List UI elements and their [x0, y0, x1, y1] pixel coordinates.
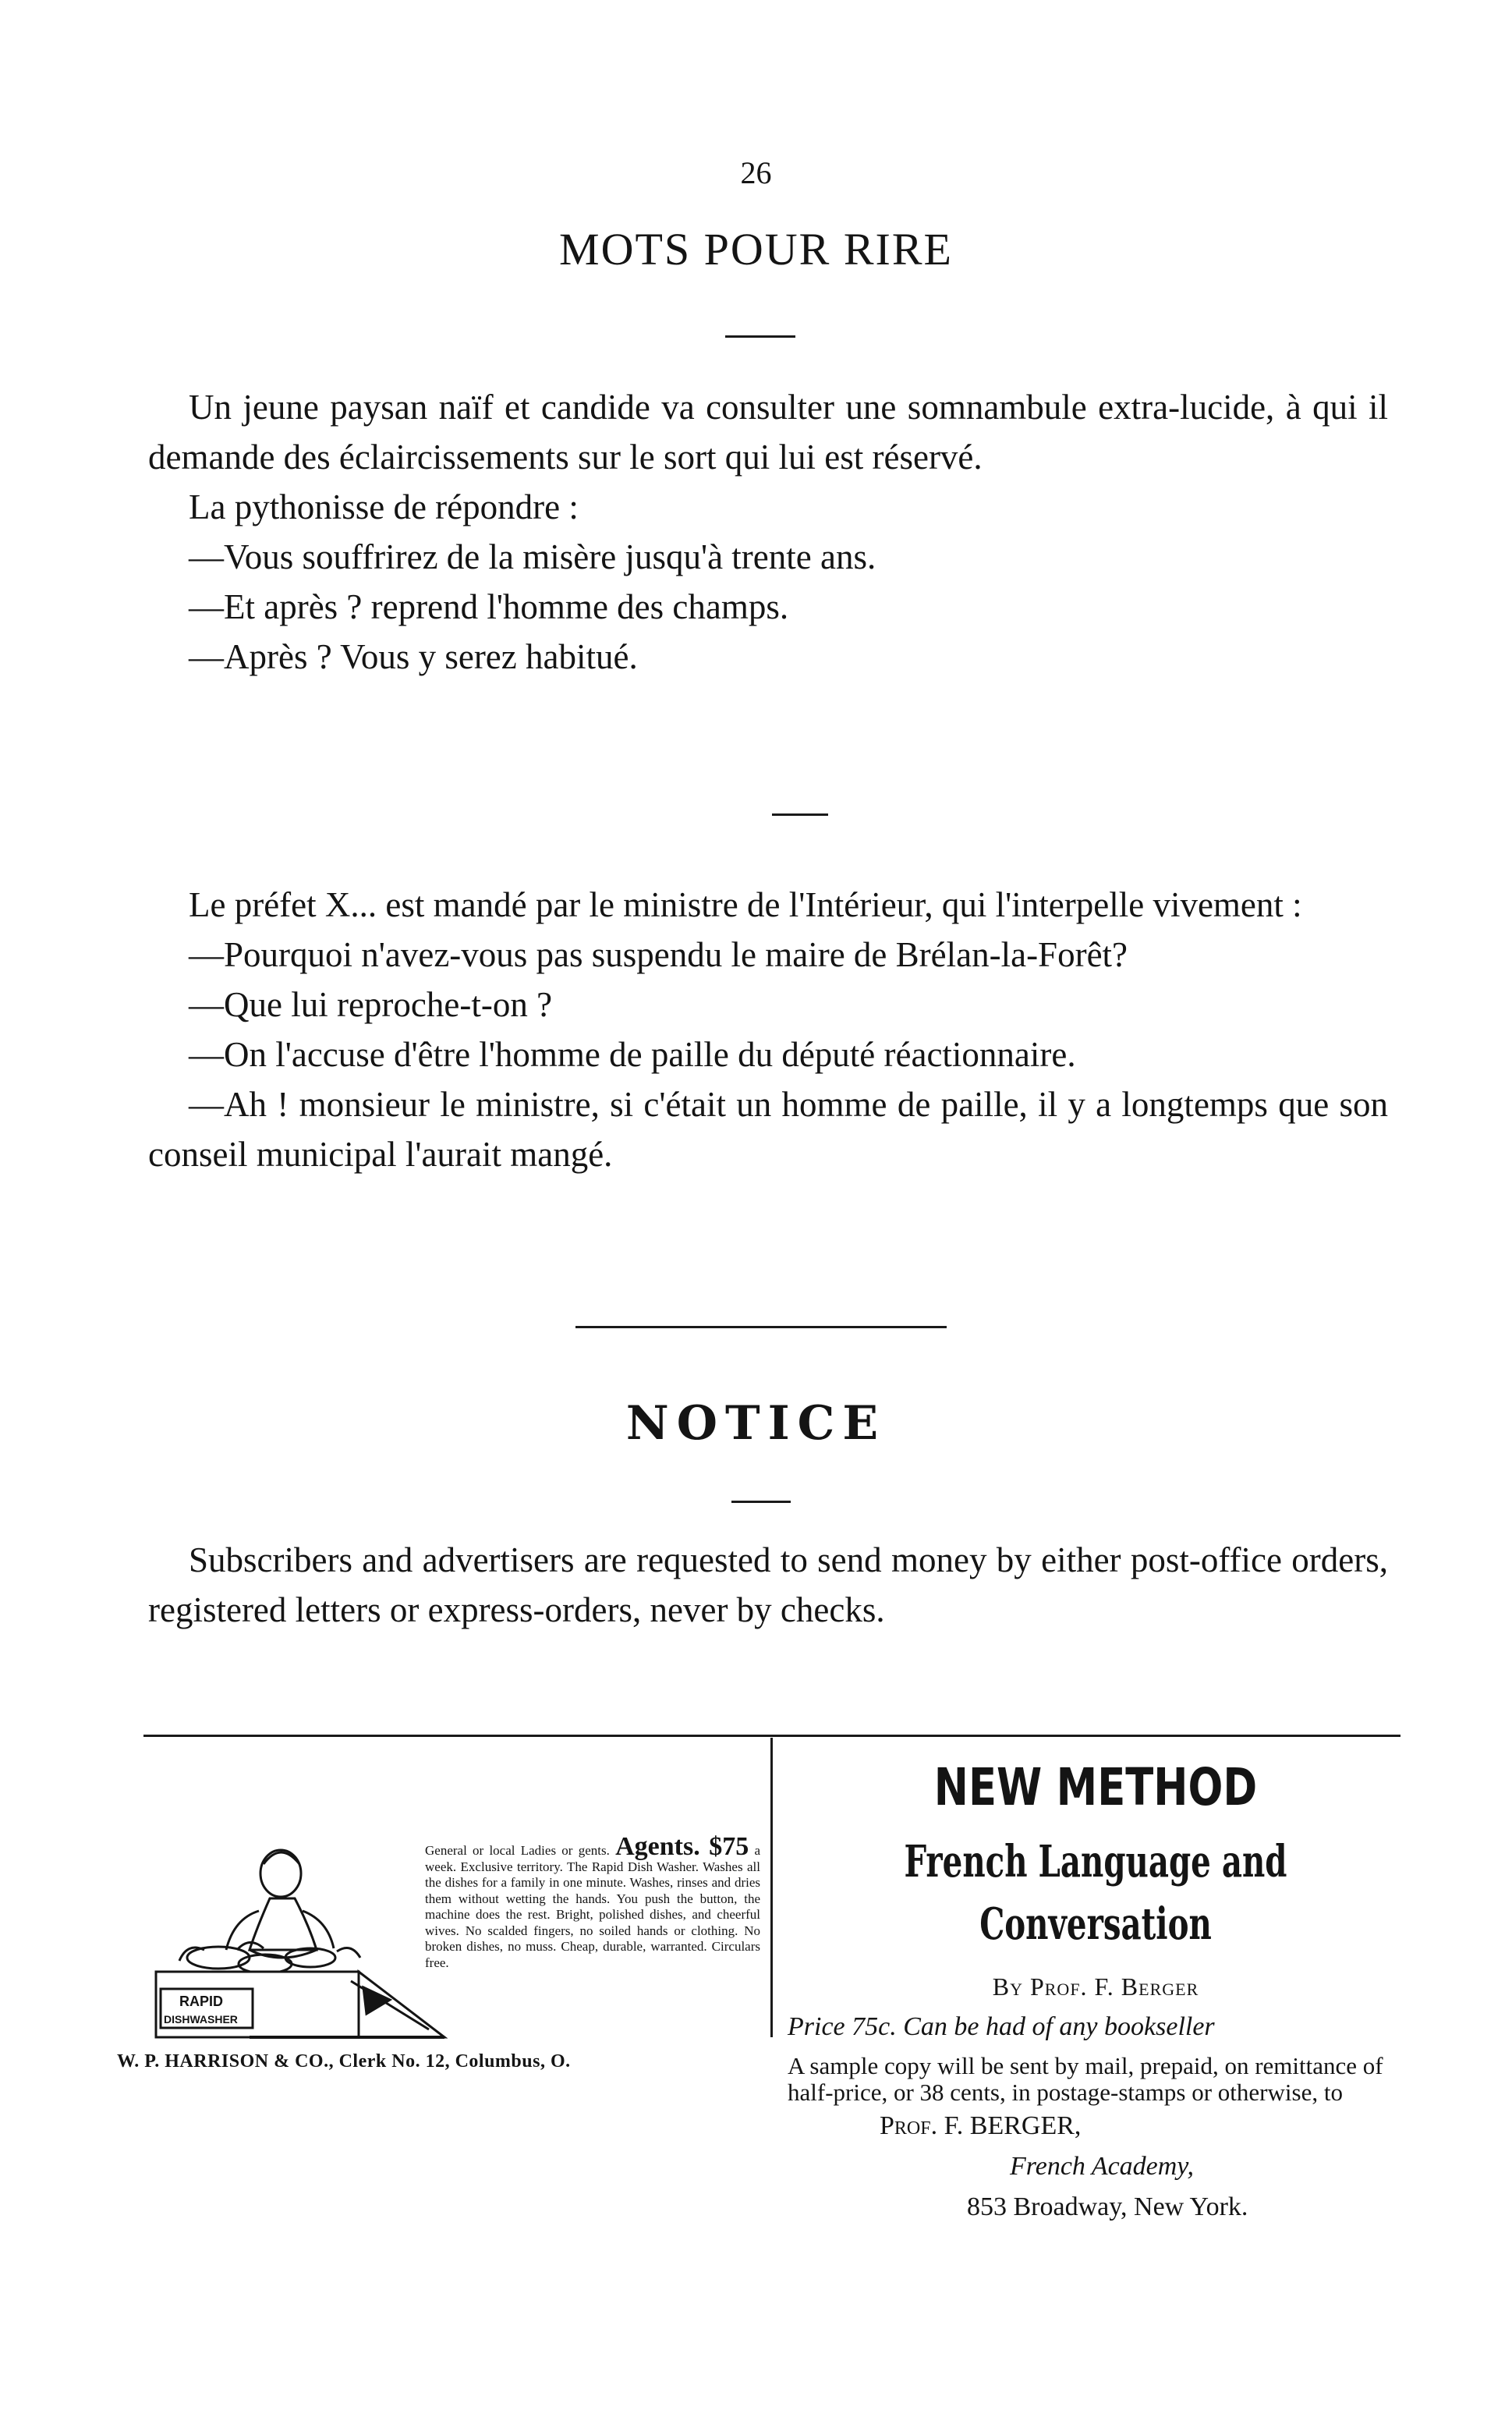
- agents-prefix: General or local Ladies or gents.: [425, 1843, 610, 1858]
- page-number: 26: [740, 155, 772, 190]
- dishwasher-copy: [425, 1832, 761, 1971]
- joke-2-line: —Ah ! monsieur le ministre, si c'était un homme de paille, il y a longtemps que son conseil municipal l'aurait mangé.: [148, 1085, 1388, 1174]
- ad-subheadline: French Language and Conversation: [904, 1836, 1287, 1950]
- ad-address-org: French Academy,: [1010, 2152, 1195, 2181]
- joke-2-line: —Que lui reproche-t-on ?: [189, 985, 553, 1024]
- machine-label-dishwasher: DISHWASHER: [164, 2013, 238, 2026]
- joke-1-line: —Et après ? reprend l'homme des champs.: [189, 587, 789, 626]
- dishwasher-company: W. P. HARRISON & CO., Clerk No. 12, Columbus, O.: [117, 2051, 571, 2072]
- dishwasher-body: a week. Exclusive territory. The Rapid Dish Washer. Washes all the dishes for a family in one minute. Washes, rinses and dries them without wetting the hands. You push the button, the machine does the rest. Bright, polished dishes, and cheerful wives. No scalded fingers, no soiled hands or clothing. No broken dishes, no muss. Cheap, durable, warranted. Circulars free.: [425, 1843, 761, 1970]
- agents-heading: Agents. $75: [615, 1832, 749, 1861]
- joke-2: [148, 880, 1388, 1179]
- notice-rule: [731, 1501, 791, 1503]
- ad-sample-offer: A sample copy will be sent by mail, prepaid, on remittance of half-price, or 38 cents, in postage-stamps or otherwise, to: [788, 2052, 1383, 2106]
- section-title: MOTS POUR RIRE: [559, 224, 953, 275]
- joke-1-line: —Vous souffrirez de la misère jusqu'à trente ans.: [189, 537, 876, 576]
- ad-headline: NEW METHOD: [933, 1757, 1258, 1817]
- joke-1-line: —Après ? Vous y serez habitué.: [189, 637, 638, 676]
- ad-address-street: 853 Broadway, New York.: [967, 2192, 1248, 2221]
- joke-1-line: La pythonisse de répondre :: [189, 487, 579, 526]
- machine-label-rapid: RAPID: [179, 1994, 224, 2009]
- ad-address-name: Prof. F. BERGER,: [880, 2111, 1082, 2140]
- section-divider: [575, 1326, 947, 1328]
- title-rule: [725, 335, 795, 338]
- ads-top-rule: [143, 1735, 1400, 1737]
- notice-text: [148, 1535, 1388, 1635]
- joke-divider: [772, 813, 828, 816]
- joke-2-line: —Pourquoi n'avez-vous pas suspendu le maire de Brélan-la-Forêt?: [189, 935, 1128, 974]
- joke-1: [148, 382, 1388, 682]
- ad-price: Price 75c. Can be had of any bookseller: [788, 2012, 1215, 2041]
- ad-byline: By Prof. F. Berger: [992, 1972, 1199, 2001]
- dishwasher-advertisement: [117, 1833, 764, 2043]
- ads-column-divider: [770, 1738, 773, 2037]
- notice-title: NOTICE: [625, 1396, 887, 1451]
- joke-2-line: —On l'accuse d'être l'homme de paille du député réactionnaire.: [189, 1035, 1076, 1074]
- notice-paragraph: Subscribers and advertisers are requested to send money by either post-office orders, registered letters or express-orders, never by checks.: [148, 1540, 1388, 1629]
- joke-2-paragraph: Le préfet X... est mandé par le ministre de l'Intérieur, qui l'interpelle vivement :: [189, 885, 1302, 924]
- french-method-advertisement: [788, 1759, 1404, 2228]
- joke-1-paragraph: Un jeune paysan naïf et candide va consulter une somnambule extra-lucide, à qui il demande des éclaircissements sur le sort qui lui est réservé.: [148, 388, 1388, 477]
